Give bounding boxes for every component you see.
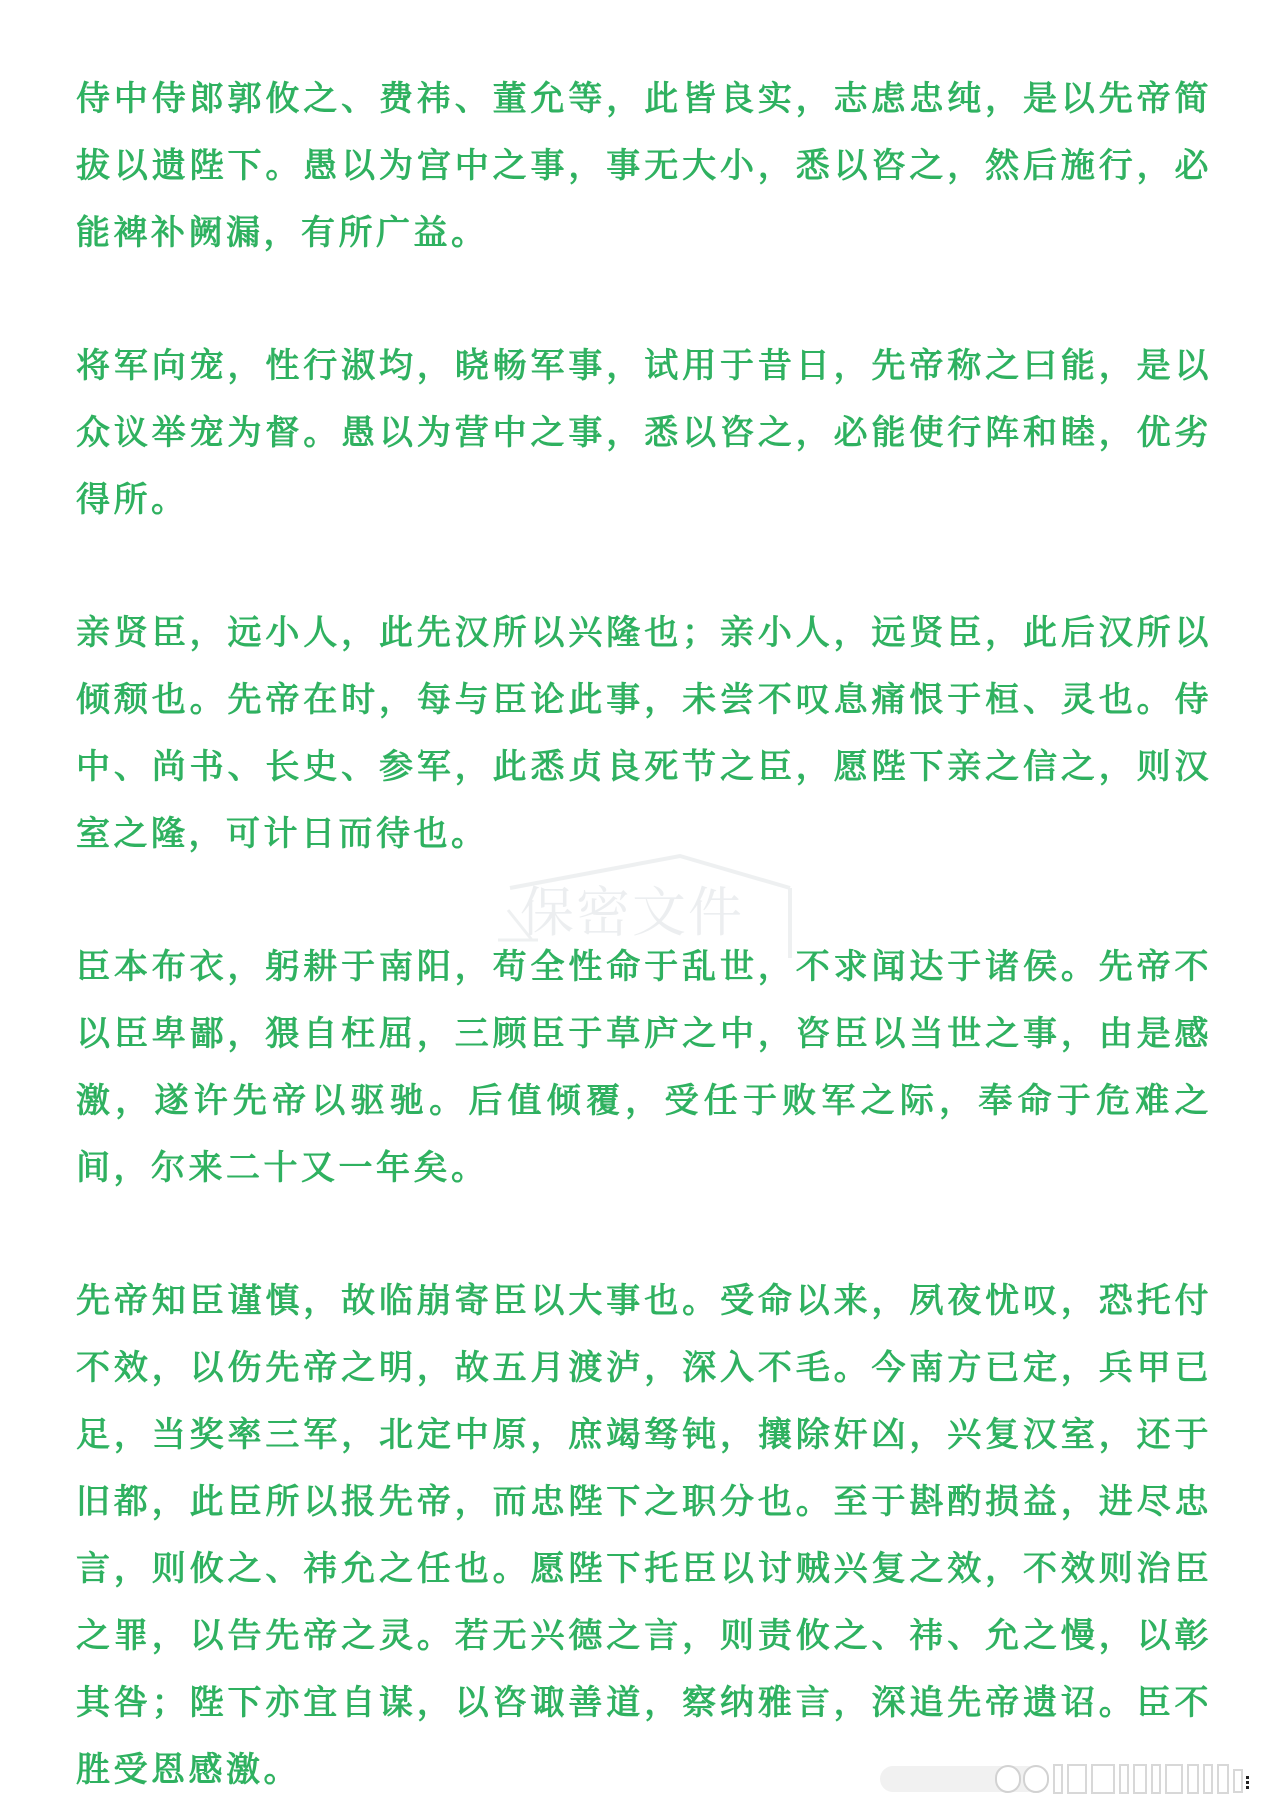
paragraph-1: 侍中侍郎郭攸之、费祎、董允等，此皆良实，志虑忠纯，是以先帝简拔以遗陛下。愚以为宫中之事，事无大小，悉以咨之，然后施行，必能裨补阙漏，有所广益。 xyxy=(76,79,1212,253)
paragraph-2: 将军向宠，性行淑均，晓畅军事，试用于昔日，先帝称之曰能，是以众议举宠为督。愚以为营中之事，悉以咨之，必能使行阵和睦，优劣得所。 xyxy=(76,346,1212,520)
paragraph-5: 先帝知臣谨慎，故临崩寄臣以大事也。受命以来，夙夜忧叹，恐托付不效，以伤先帝之明，故五月渡泸，深入不毛。今南方已定，兵甲已足，当奖率三军，北定中原，庶竭驽钝，攘除奸凶，兴复汉室，还于旧都，此臣所以报先帝，而忠陛下之职分也。至于斟酌损益，进尽忠言，则攸之、祎允之任也。愿陛下托臣以讨贼兴复之效，不效则治臣之罪，以告先帝之灵。若无兴德之言，则责攸之、祎、允之慢，以彰其咎；陛下亦宜自谋，以咨诹善道，察纳雅言，深追先帝遗诏。臣不胜受恩感激。 xyxy=(76,1281,1212,1790)
paragraph-4: 臣本布衣，躬耕于南阳，苟全性命于乱世，不求闻达于诸侯。先帝不以臣卑鄙，猥自枉屈，三顾臣于草庐之中，咨臣以当世之事，由是感激，遂许先帝以驱驰。后值倾覆，受任于败军之际，奉命于危难之间，尔来二十又一年矣。 xyxy=(76,947,1212,1188)
document-body xyxy=(76,66,1212,1804)
paragraph-3: 亲贤臣，远小人，此先汉所以兴隆也；亲小人，远贤臣，此后汉所以倾颓也。先帝在时，每与臣论此事，未尝不叹息痛恨于桓、灵也。侍中、尚书、长史、参军，此悉贞良死节之臣，愿陛下亲之信之，则汉室之隆，可计日而待也。 xyxy=(76,613,1212,854)
barcode-icon xyxy=(880,1762,1264,1796)
watermark-text: 保密文件 xyxy=(520,881,744,944)
